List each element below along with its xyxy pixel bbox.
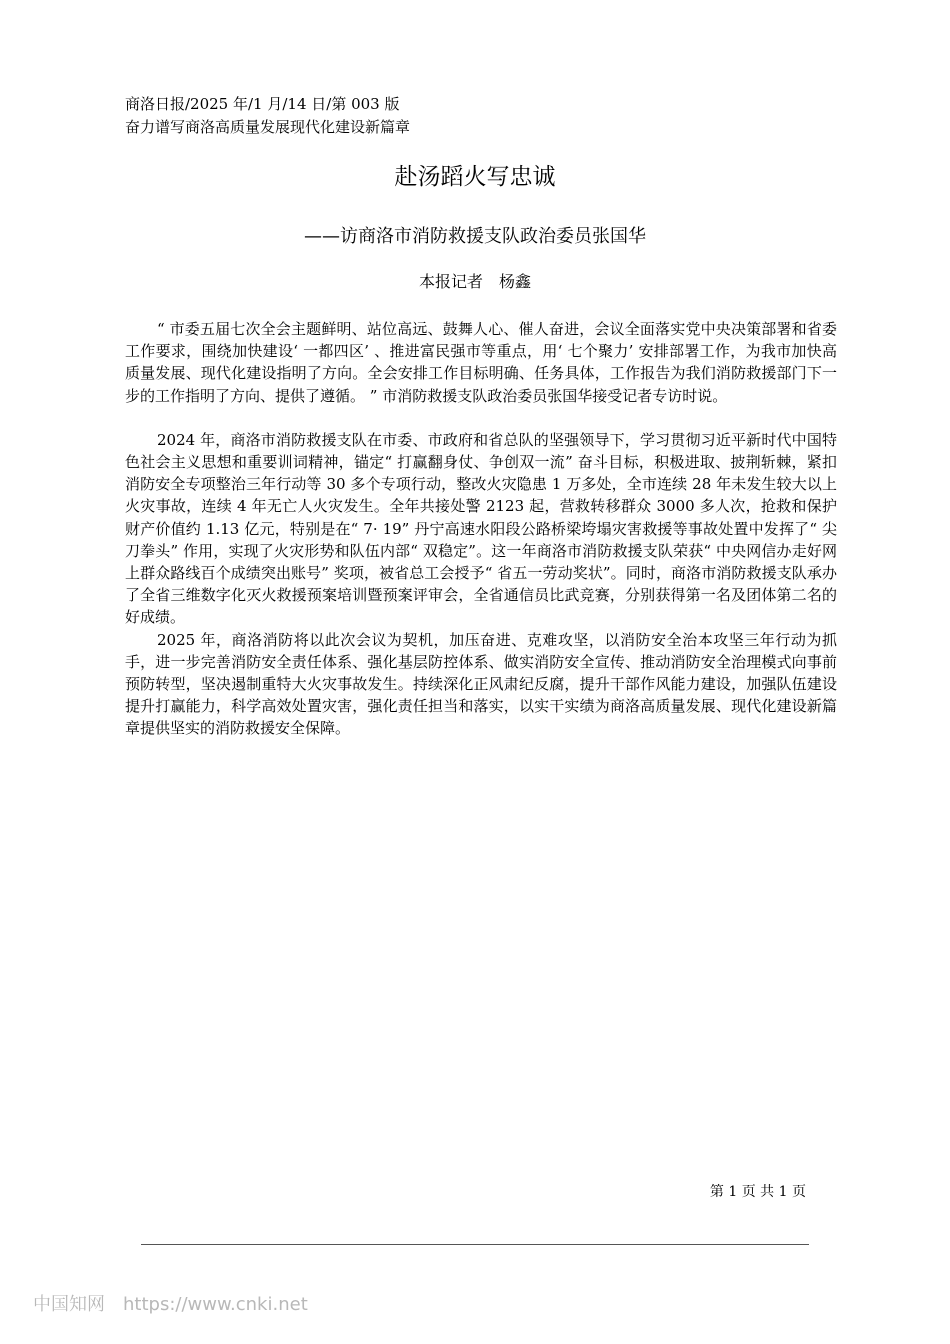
footer-divider xyxy=(141,1244,809,1245)
paragraph-quote: “ 市委五届七次全会主题鲜明、站位高远、鼓舞人心、催人奋进，会议全面落实党中央决策部署和省委工作要求，围绕加快建设‘ 一都四区’ 、推进富民强市等重点，用‘ 七个聚力’ 安排部署工作，为我市加快高质量发展、现代化建设指明了方向。全会安排工作目标明确、任务具体，工作报告为我们消防救援部门下一步的工作指明了方向、提供了遵循。 ” 市消防救援支队政治委员张国华接受记者专访时说。 xyxy=(125,320,837,405)
publication-info: 商洛日报/2025 年/1 月/14 日/第 003 版 xyxy=(125,95,400,113)
column-title: 奋力谱写商洛高质量发展现代化建设新篇章 xyxy=(125,118,411,136)
article-title: 赴汤蹈火写忠诚 xyxy=(394,164,556,190)
paragraph-2024: 2024 年，商洛市消防救援支队在市委、市政府和省总队的坚强领导下，学习贯彻习近平新时代中国特色社会主义思想和重要训词精神，锚定“ 打赢翻身仗、争创双一流” 奋斗目标，积极进取、披荆斩棘，紧扣消防安全专项整治三年行动等 30 多个专项行动，整改火灾隐患 1 万多处，全市连续 28 年未发生较大以上火灾事故，连续 4 年无亡人火灾发生。全年共接处警 2123 起，营救转移群众 3000 多人次，抢救和保护财产价值约 1.13 亿元，特别是在“ 7· 19” 丹宁高速水阳段公路桥梁垮塌灾害救援等事故处置中发挥了“ 尖刀拳头” 作用，实现了火灾形势和队伍内部“ 双稳定”。这一年商洛市消防救援支队荣获“ 中央网信办走好网上群众路线百个成绩突出账号” 奖项，被省总工会授予“ 省五一劳动奖状”。同时，商洛市消防救援支队承办了全省三维数字化灭火救援预案培训暨预案评审会，全省通信员比武竞赛，分别获得第一名及团体第二名的好成绩。 xyxy=(125,430,837,627)
article-byline: 本报记者 杨鑫 xyxy=(418,272,531,291)
page-number: 第 1 页 共 1 页 xyxy=(709,1184,806,1200)
article-subtitle: ——访商洛市消防救援支队政治委员张国华 xyxy=(304,226,646,247)
paragraph-2025: 2025 年，商洛消防将以此次会议为契机，加压奋进、克难攻坚，以消防安全治本攻坚三年行动为抓手，进一步完善消防安全责任体系、强化基层防控体系、做实消防安全宣传、推动消防安全治理模式向事前预防转型，坚决遏制重特大火灾事故发生。持续深化正风肃纪反腐，提升干部作风能力建设，加强队伍建设提升打赢能力，科学高效处置灾害，强化责任担当和落实，以实干实绩为商洛高质量发展、现代化建设新篇章提供坚实的消防救援安全保障。 xyxy=(125,630,837,738)
article-body xyxy=(125,318,837,740)
cnki-watermark: 中国知网 https://www.cnki.net xyxy=(33,1294,308,1315)
